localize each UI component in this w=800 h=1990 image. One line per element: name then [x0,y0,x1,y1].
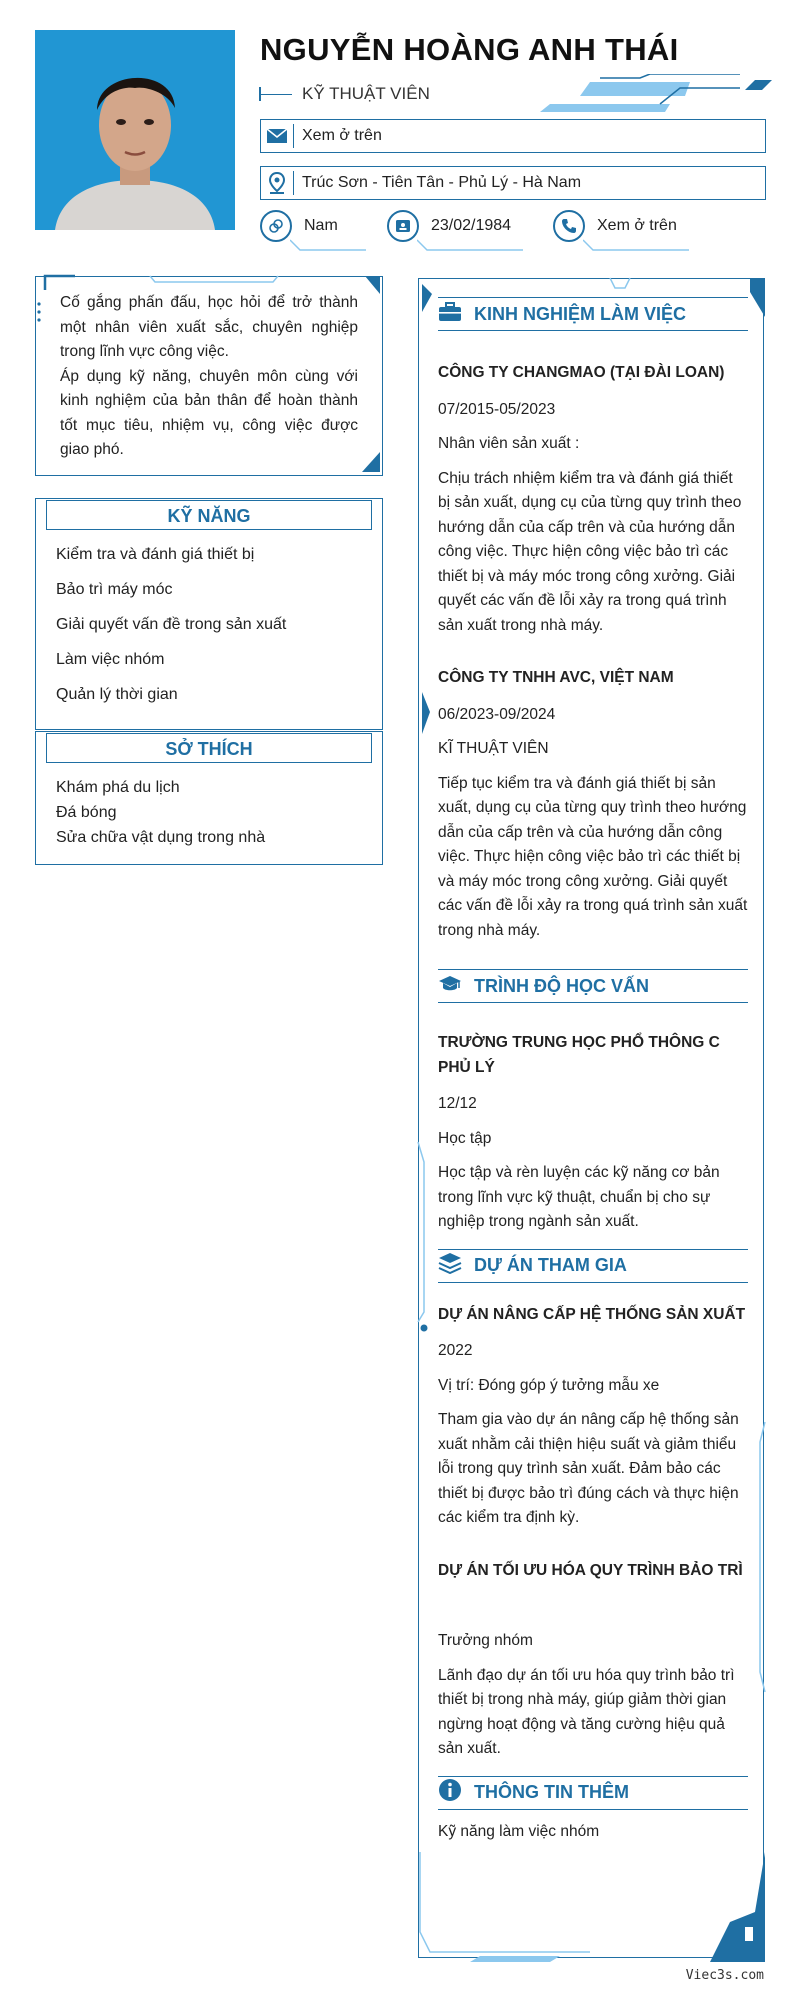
skill-item: Kiểm tra và đánh giá thiết bị [56,546,255,563]
projects-title: DỰ ÁN THAM GIA [474,1255,627,1275]
skill-item: Bảo trì máy móc [56,581,173,598]
education-title: TRÌNH ĐỘ HỌC VẤN [474,975,649,996]
birthday-value: 23/02/1984 [431,217,512,234]
phone-underline [583,238,693,252]
gender-icon [260,210,292,242]
birthday-underline [417,238,527,252]
project-year: 2022 [438,1342,473,1359]
address-field [260,166,766,200]
objective-paragraph-2: Áp dụng kỹ năng, chuyên môn cùng với kinh nghiệm của bản thân để hoàn thành tốt mục tiêu, nhiệm vụ, công việc được giao phó. [60,367,358,458]
skill-item: Làm việc nhóm [56,651,165,668]
job-period: 07/2015-05/2023 [438,400,556,418]
right-content [438,297,748,1844]
title-marker-line [260,94,292,95]
project-name: DỰ ÁN NÂNG CẤP HỆ THỐNG SẢN XUẤT [438,1305,746,1323]
header-decoration [540,74,780,114]
job-role: KĨ THUẬT VIÊN [438,740,549,757]
phone-value: Xem ở trên [597,217,677,234]
layers-icon [438,1252,462,1279]
gender-value: Nam [304,217,338,234]
skill-item: Quản lý thời gian [56,686,178,703]
candidate-name: NGUYỄN HOÀNG ANH THÁI [260,32,679,67]
job-period: 06/2023-09/2024 [438,705,556,723]
email-field [260,119,766,153]
job-role: Nhân viên sản xuất : [438,435,580,452]
skills-box [35,498,383,730]
briefcase-icon [438,302,462,327]
map-pin-icon [261,171,294,195]
hobbies-heading: SỞ THÍCH [46,733,372,763]
phone-icon [553,210,585,242]
objective-frame-decoration [35,272,385,482]
additional-title: THÔNG TIN THÊM [474,1782,629,1802]
school-description: Học tập và rèn luyện các kỹ năng cơ bản trong lĩnh vực kỹ thuật, chuẩn bị cho sự nghiệp trong ngành sản xuất. [438,1164,720,1230]
project-description: Lãnh đạo dự án tối ưu hóa quy trình bảo trì thiết bị trong nhà máy, giúp giảm thời gian ngừng hoạt động và tăng cường hiệu quả sản xuất. [438,1666,735,1757]
job-company: CÔNG TY TNHH AVC, VIỆT NAM [438,669,674,686]
hobby-item: Sửa chữa vật dụng trong nhà [56,829,266,846]
project-year [438,1595,748,1619]
project-role: Vị trí: Đóng góp ý tưởng mẫu xe [438,1376,660,1394]
profile-photo [35,30,235,230]
school-period: 12/12 [438,1095,477,1112]
hobby-item: Khám phá du lịch [56,779,180,796]
additional-text: Kỹ năng làm việc nhóm [438,1822,600,1840]
job-company: CÔNG TY CHANGMAO (TẠI ĐÀI LOAN) [438,364,725,381]
job-description: Tiếp tục kiểm tra và đánh giá thiết bị sản xuất, dụng cụ của từng quy trình theo hướng dẫn của cấp trên và của hướng dẫn công việc. Thực hiện công việc bảo trì các thiết bị và máy móc trong công xưởng. Giải quyết các vấn đề lỗi xảy ra trong quá trình sản xuất trong nhà máy. [438,774,748,939]
job-description: Chịu trách nhiệm kiểm tra và đánh giá thiết bị sản xuất, dụng cụ của từng quy trình theo hướng dẫn của cấp trên và của hướng dẫn công việc. Thực hiện công việc bảo trì các thiết bị và máy móc trong công xưởng. Giải quyết các vấn đề lỗi xảy ra trong quá trình sản xuất trong nhà máy. [438,469,742,634]
envelope-icon [261,124,294,148]
school-subtitle: Học tập [438,1129,492,1147]
hobbies-box [35,731,383,865]
hobby-item: Đá bóng [56,804,117,821]
watermark: Viec3s.com [685,1968,764,1983]
info-icon [438,1778,462,1807]
gender-underline [290,238,370,252]
project-description: Tham gia vào dự án nâng cấp hệ thống sản xuất nhằm cải thiện hiệu suất và giảm thiểu lỗi trong quy trình sản xuất. Đảm bảo các thiết bị được bảo trì đúng cách và thực hiện các kiểm tra định kỳ. [438,1411,739,1526]
education-heading [438,969,748,1003]
skill-item: Giải quyết vấn đề trong sản xuất [56,616,287,633]
job-title: KỸ THUẬT VIÊN [302,84,430,103]
skills-heading: KỸ NĂNG [46,500,372,530]
id-card-icon [387,210,419,242]
email-value: Xem ở trên [302,127,382,144]
address-value: Trúc Sơn - Tiên Tân - Phủ Lý - Hà Nam [302,174,582,191]
projects-heading [438,1249,748,1283]
project-name: DỰ ÁN TỐI ƯU HÓA QUY TRÌNH BẢO TRÌ [438,1561,743,1579]
additional-heading [438,1776,748,1810]
school-name: TRƯỜNG TRUNG HỌC PHỔ THÔNG C PHỦ LÝ [438,1034,720,1076]
experience-title: KINH NGHIỆM LÀM VIỆC [474,303,687,324]
experience-heading [438,297,748,331]
objective-paragraph-1: Cố gắng phấn đấu, học hỏi để trở thành một nhân viên xuất sắc, chuyên nghiệp trong lĩnh vực công việc. [60,294,358,360]
project-role: Trưởng nhóm [438,1632,533,1649]
graduation-cap-icon [438,974,462,999]
